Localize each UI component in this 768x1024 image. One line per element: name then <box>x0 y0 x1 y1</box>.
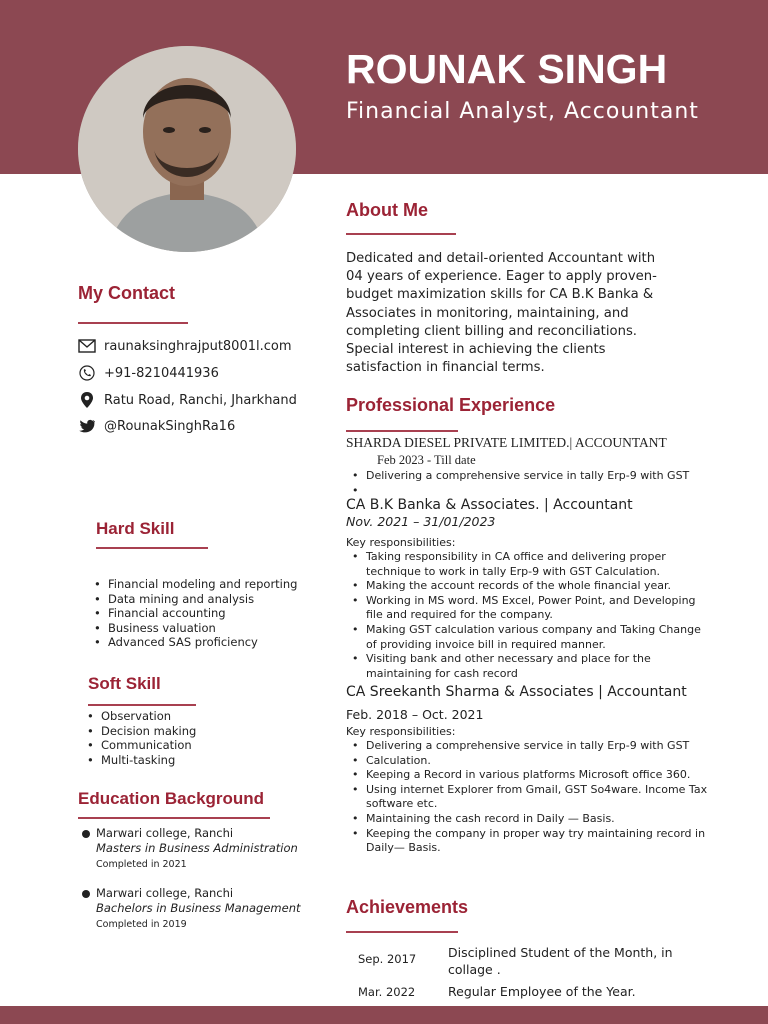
list-item: • Delivering a comprehensive service in tally Erp-9 with GST <box>346 469 756 484</box>
job-dates: Feb 2023 - Till date <box>377 453 476 467</box>
list-item: • Visiting bank and other necessary and place for the maintaining for cash record <box>346 652 706 681</box>
college-name: Marwari college, Ranchi <box>96 826 234 840</box>
experience-rule <box>346 430 458 432</box>
about-line: completing client billing and reconciliations. <box>346 323 638 339</box>
job-company: SHARDA DIESEL PRIVATE LIMITED.| ACCOUNTANT <box>346 435 667 450</box>
about-line: budget maximization skills for CA B.K Banka & <box>346 287 654 303</box>
list-item: • Communication <box>81 738 281 753</box>
contact-email[interactable] <box>78 336 292 356</box>
education-heading: Education Background <box>78 789 265 808</box>
about-line: Associates in monitoring, maintaining, and <box>346 305 629 321</box>
completed-year: Completed in 2021 <box>96 859 187 870</box>
degree-name: Masters in Business Administration <box>96 840 298 855</box>
job-company: CA B.K Banka & Associates. | Accountant <box>346 497 633 513</box>
job-dates: Nov. 2021 – 31/01/2023 <box>346 514 496 529</box>
bullet-dot-icon <box>82 890 90 898</box>
achievement-text <box>448 944 748 978</box>
soft-skill-rule <box>88 704 196 706</box>
person-name: ROUNAK SINGH <box>346 46 668 92</box>
contact-address <box>78 390 297 410</box>
profile-photo <box>78 46 296 252</box>
job-duties <box>346 469 756 496</box>
achievement-line: Disciplined Student of the Month, in <box>448 945 673 960</box>
contact-rule <box>78 322 188 324</box>
achievements-heading: Achievements <box>346 897 469 917</box>
contact-heading: My Contact <box>78 283 176 303</box>
footer-band <box>0 1006 768 1024</box>
about-line: Special interest in achieving the clients <box>346 342 606 358</box>
phone-icon <box>78 364 96 382</box>
list-item: • Business valuation <box>88 621 328 636</box>
hard-skill-rule <box>96 547 208 549</box>
about-text <box>346 250 706 377</box>
soft-skill-heading: Soft Skill <box>88 674 161 693</box>
list-item: • Observation <box>81 709 281 724</box>
list-item <box>346 484 756 496</box>
job-dates: Feb. 2018 – Oct. 2021 <box>346 707 484 722</box>
list-item: • Using internet Explorer from Gmail, GST So4ware. Income Tax software etc. <box>346 783 716 812</box>
list-item: • Taking responsibility in CA office and delivering proper technique to work in tally Erp-9 with GST Calculation. <box>346 550 706 579</box>
education-rule <box>78 817 270 819</box>
job-duties <box>346 550 706 681</box>
experience-heading: Professional Experience <box>346 395 556 415</box>
twitter-bird-icon <box>78 417 96 435</box>
achievements-rule <box>346 931 458 933</box>
completed-year: Completed in 2019 <box>96 919 187 930</box>
degree-name: Bachelors in Business Management <box>96 900 301 915</box>
about-line: satisfaction in financial terms. <box>346 360 545 376</box>
list-item: • Making GST calculation various company and Taking Change of providing invoice bill in required manner. <box>346 623 706 652</box>
list-item: • Working in MS word. MS Excel, Power Point, and Developing file and required for the company. <box>346 594 706 623</box>
job-entry <box>346 683 756 856</box>
list-item: • Making the account records of the whole financial year. <box>346 579 706 594</box>
hard-skill-heading: Hard Skill <box>96 519 175 538</box>
job-duties <box>346 739 716 856</box>
twitter-text: @RounakSinghRa16 <box>104 418 236 434</box>
person-role: Financial Analyst, Accountant <box>346 99 699 124</box>
key-responsibilities-label: Key responsibilities: <box>346 536 456 549</box>
key-responsibilities-label: Key responsibilities: <box>346 725 456 738</box>
education-entry <box>96 826 336 871</box>
mail-icon <box>78 337 96 355</box>
bullet-dot-icon <box>82 830 90 838</box>
about-rule <box>346 233 456 235</box>
soft-skill-list <box>81 709 281 767</box>
hard-skill-list <box>88 577 328 650</box>
education-entry <box>96 886 336 931</box>
list-item: • Keeping the company in proper way try maintaining record in Daily— Basis. <box>346 827 716 856</box>
list-item: • Financial modeling and reporting <box>88 577 328 592</box>
about-heading: About Me <box>346 200 428 220</box>
job-company: CA Sreekanth Sharma & Associates | Accountant <box>346 684 687 700</box>
list-item: • Delivering a comprehensive service in tally Erp-9 with GST <box>346 739 716 754</box>
phone-text: +91-8210441936 <box>104 365 219 381</box>
job-entry <box>346 496 756 681</box>
address-text: Ratu Road, Ranchi, Jharkhand <box>104 392 297 408</box>
list-item: • Data mining and analysis <box>88 592 328 607</box>
achievement-date: Sep. 2017 <box>358 952 417 966</box>
list-item: • Advanced SAS proficiency <box>88 635 328 650</box>
location-pin-icon <box>78 391 96 409</box>
list-item: • Calculation. <box>346 754 716 769</box>
job-entry <box>346 434 756 496</box>
about-line: Dedicated and detail-oriented Accountant with <box>346 251 656 266</box>
list-item: • Maintaining the cash record in Daily — Basis. <box>346 812 716 827</box>
achievement-line: collage . <box>448 962 501 977</box>
achievement-text: Regular Employee of the Year. <box>448 984 636 999</box>
college-name: Marwari college, Ranchi <box>96 886 234 900</box>
about-line: 04 years of experience. Eager to apply proven- <box>346 269 657 285</box>
achievement-date: Mar. 2022 <box>358 985 416 999</box>
contact-phone[interactable] <box>78 363 219 383</box>
list-item: • Financial accounting <box>88 606 328 621</box>
list-item: • Multi-tasking <box>81 753 281 768</box>
list-item: • Keeping a Record in various platforms Microsoft office 360. <box>346 768 716 783</box>
contact-twitter[interactable] <box>78 416 235 436</box>
email-text: raunaksinghrajput8001l.com <box>104 338 292 354</box>
list-item: • Decision making <box>81 724 281 739</box>
